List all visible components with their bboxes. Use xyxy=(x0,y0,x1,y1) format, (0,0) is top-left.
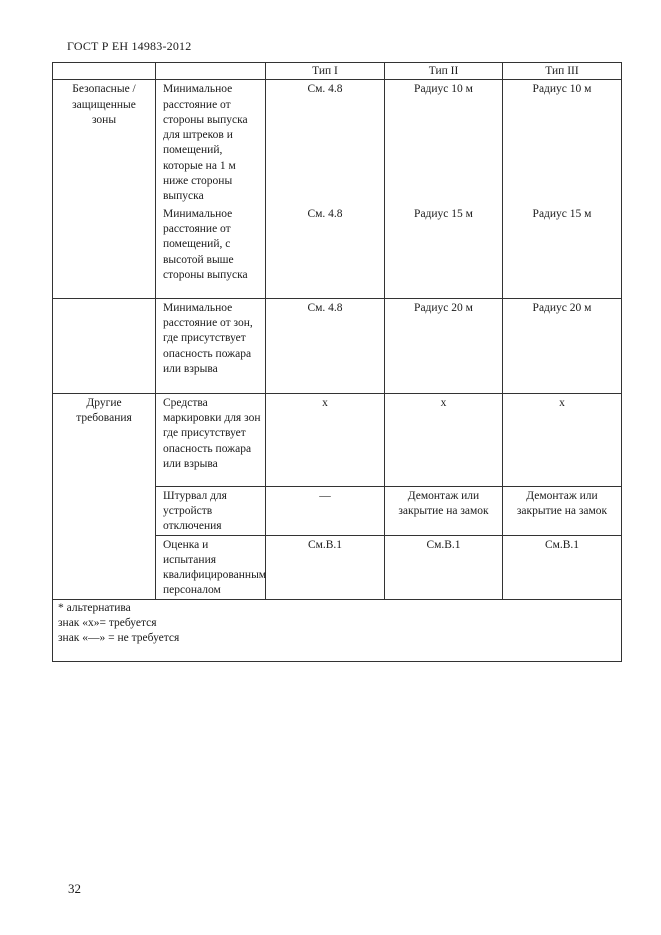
page-number: 32 xyxy=(68,881,81,896)
table-row xyxy=(53,393,622,486)
row-type3: Демонтаж или закрытие на замок xyxy=(503,486,622,535)
footnote-row xyxy=(53,599,622,661)
row-type3: См.В.1 xyxy=(503,535,622,599)
row-requirement: Оценка и испытания квалифицированным персоналом xyxy=(156,535,266,599)
row-requirement: Штурвал для устройств отключения xyxy=(156,486,266,535)
header-type-1: Тип I xyxy=(266,63,385,80)
row-type1: См. 4.8 xyxy=(266,80,385,205)
row-requirement: Средства маркировки для зон где присутствует опасность пожара или взрыва xyxy=(156,393,266,486)
document-header: ГОСТ Р ЕН 14983-2012 xyxy=(67,39,192,53)
row-requirement: Минимальное расстояние от зон, где присутствует опасность пожара или взрыва xyxy=(156,298,266,393)
header-type-2: Тип II xyxy=(385,63,503,80)
row-type3: Радиус 10 м xyxy=(503,80,622,205)
row-type2: См.В.1 xyxy=(385,535,503,599)
row-type2: Радиус 20 м xyxy=(385,298,503,393)
row-type2: Радиус 15 м xyxy=(385,205,503,299)
row-type1: x xyxy=(266,393,385,486)
header-type-3: Тип III xyxy=(503,63,622,80)
footnotes xyxy=(53,599,622,661)
table-row xyxy=(53,80,622,205)
requirements-table xyxy=(52,62,622,662)
row-type2: Демонтаж или закрытие на замок xyxy=(385,486,503,535)
row-type3: Радиус 15 м xyxy=(503,205,622,299)
header-empty-2 xyxy=(156,63,266,80)
row-type3: x xyxy=(503,393,622,486)
table-row xyxy=(53,298,622,393)
footnote-not-required: знак «—» = не требуется xyxy=(58,631,180,644)
group-label-safe-zones: Безопасные / защищенные зоны xyxy=(53,80,156,298)
footnote-alternative: * альтернатива xyxy=(58,601,131,614)
row-type3: Радиус 20 м xyxy=(503,298,622,393)
group-label-empty xyxy=(53,298,156,393)
row-requirement: Минимальное расстояние от помещений, с высотой выше стороны выпуска xyxy=(156,205,266,299)
row-requirement: Минимальное расстояние от стороны выпуска для штреков и помещений, которые на 1 м ниже стороны выпуска xyxy=(156,80,266,205)
group-label-other-requirements: Другие требования xyxy=(53,393,156,599)
row-type2: Радиус 10 м xyxy=(385,80,503,205)
header-empty-1 xyxy=(53,63,156,80)
footnote-required: знак «x»= требуется xyxy=(58,616,157,629)
row-type1: — xyxy=(266,486,385,535)
row-type1: См. 4.8 xyxy=(266,205,385,299)
row-type1: См.В.1 xyxy=(266,535,385,599)
row-type2: x xyxy=(385,393,503,486)
table-header-row xyxy=(53,63,622,80)
row-type1: См. 4.8 xyxy=(266,298,385,393)
